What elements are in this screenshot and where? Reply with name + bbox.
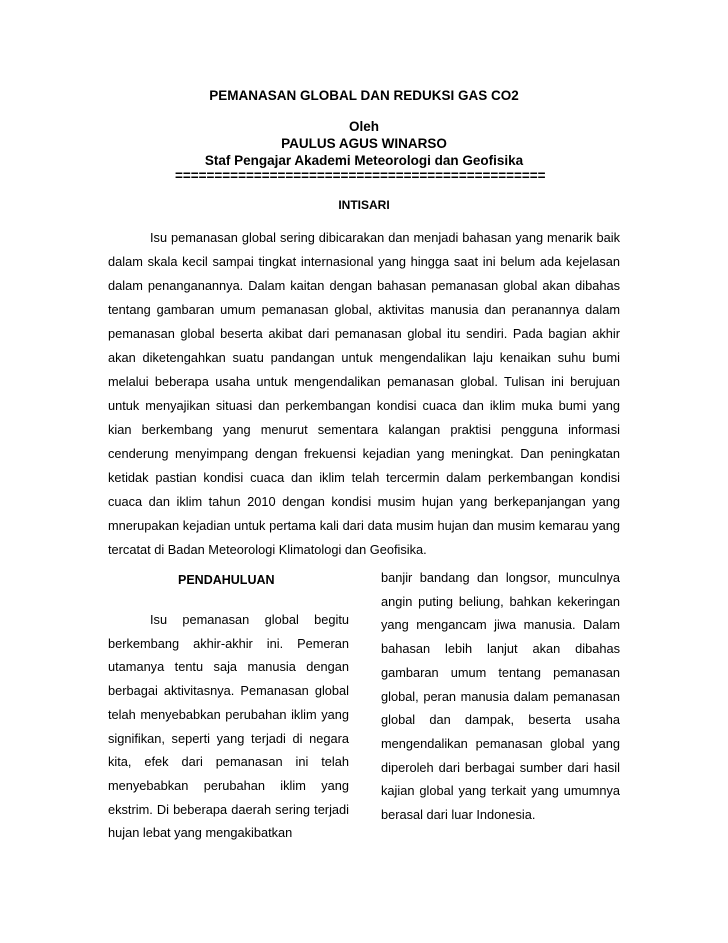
abstract-body: Isu pemanasan global sering dibicarakan dan menjadi bahasan yang menarik baik dalam skala kecil sampai tingkat internasional yang hingga saat ini belum ada kejelasan dalam penanganannya. Dalam kaitan dengan bahasan pemanasan global akan dibahas tentang gambaran umum pemanasan global, aktivitas manusia dan peranannya dalam pemanasan global beserta akibat dari pemanasan global itu sendiri. Pada bagian akhir akan diketengahkan suatu pandangan untuk mengendalikan laju kenaikan suhu bumi melalui beberapa usaha untuk mengendalikan pemanasan global. Tulisan ini berujuan untuk menyajikan situasi dan perkembangan kondisi cuaca dan iklim muka bumi yang kian berkembang yang menurut sementara kalangan praktisi pengguna informasi cenderung menyimpang dengan frekuensi kejadian yang meningkat. Dan peningkatan ketidak pastian kondisi cuaca dan iklim telah tercermin dalam perkembangan kondisi cuaca dan iklim tahun 2010 dengan kondisi musim hujan yang berkepanjangan yang mnerupakan kejadian untuk pertama kali dari data musim hujan dan musim kemarau yang tercatat di Badan Meteorologi Klimatologi dan Geofisika. (108, 230, 620, 557)
author-name: PAULUS AGUS WINARSO (281, 136, 447, 151)
by-label: Oleh (348, 119, 379, 134)
separator-line: =============================================== (175, 168, 546, 183)
introduction-right-column: banjir bandang dan longsor, munculnya angin puting beliung, bahkan kekeringan yang mengancam jiwa manusia. Dalam bahasan lebih lanjut akan dibahas gambaran umum tentang pemanasan global, peran manusia dalam pemanasan global dan dampak, beserta usaha mengendalikan pemanasan global yang diperoleh dari berbagai sumber dari hasil kajian global yang terkait yang umumnya berasal dari luar Indonesia. (381, 570, 620, 823)
author-affiliation: Staf Pengajar Akademi Meteorologi dan Geofisika (204, 153, 524, 168)
abstract-text (108, 226, 620, 562)
introduction-left-column (108, 572, 349, 845)
document-title: PEMANASAN GLOBAL DAN REDUKSI GAS CO2 (209, 88, 519, 103)
introduction-left-text: Isu pemanasan global begitu berkembang akhir-akhir ini. Pemeran utamanya tentu saja manusia dengan berbagai aktivitasnya. Pemanasan global telah menyebabkan perubahan iklim yang signifikan, seperti yang terjadi di negara kita, efek dari pemanasan ini telah menyebabkan perubahan iklim yang ekstrim. Di beberapa daerah sering terjadi hujan lebat yang mengakibatkan (108, 612, 349, 841)
abstract-heading: INTISARI (338, 198, 390, 212)
author-block (0, 118, 728, 169)
introduction-heading: PENDAHULUAN (178, 573, 275, 587)
